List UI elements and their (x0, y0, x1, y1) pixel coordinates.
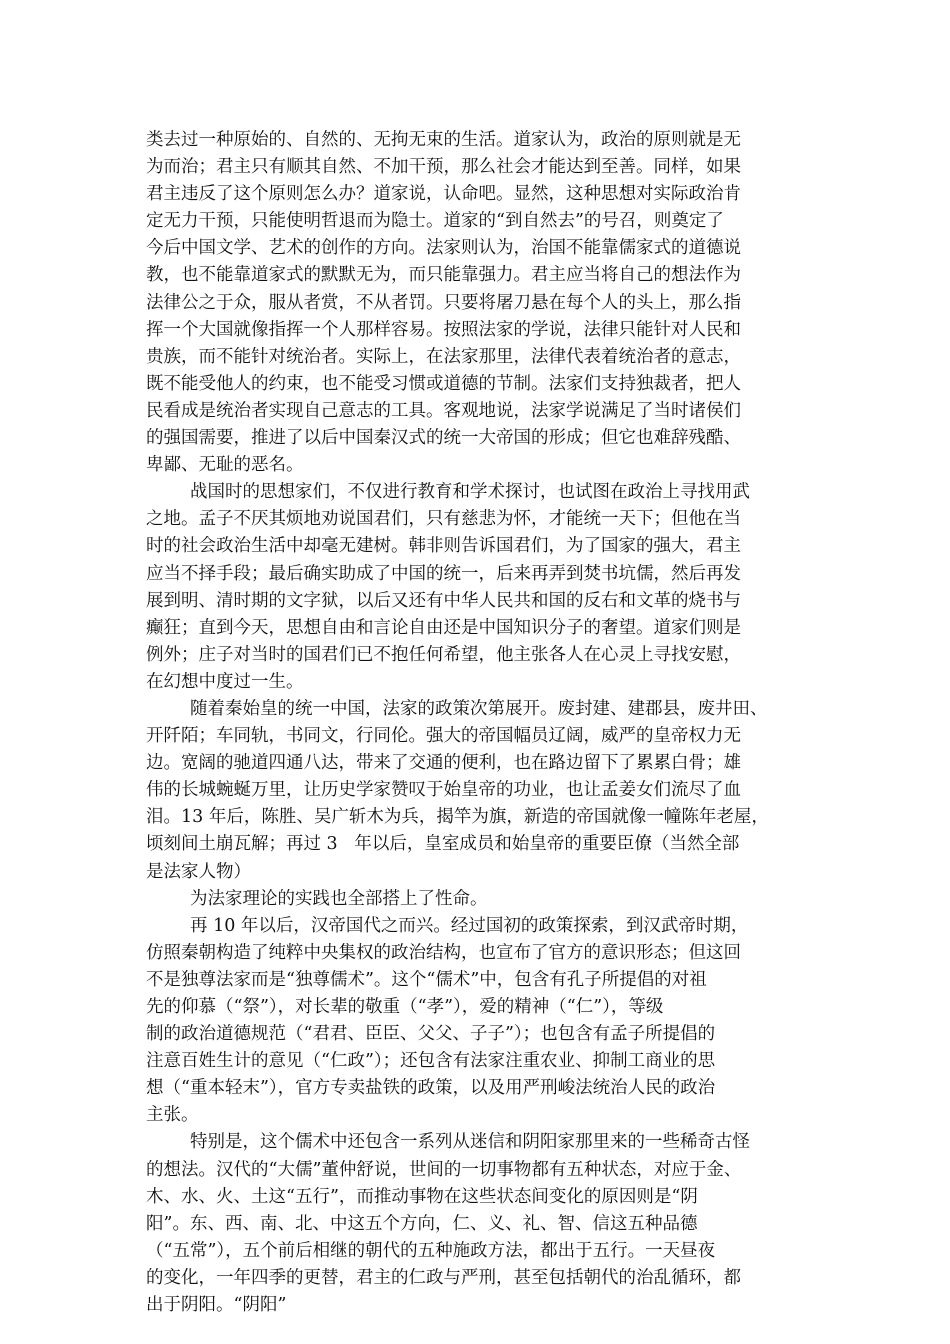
text-line: 边。宽阔的驰道四通八达，带来了交通的便利，也在路边留下了累累白骨；雄 (146, 753, 741, 774)
text-line: 癫狂；直到今天，思想自由和言论自由还是中国知识分子的奢望。道家们则是 (146, 617, 741, 638)
text-line: 再 10 年以后，汉帝国代之而兴。经过国初的政策探索，到汉武帝时期， (190, 915, 749, 936)
text-line: 之地。孟子不厌其烦地劝说国君们，只有慈悲为怀，才能统一天下；但他在当 (146, 509, 741, 530)
text-line: 顷刻间土崩瓦解；再过 3 年以后，皇室成员和始皇帝的重要臣僚（当然全部 (146, 834, 740, 855)
text-line: 展到明、清时期的文字狱，以后又还有中华人民共和国的反右和文革的烧书与 (146, 590, 741, 611)
paragraph (146, 886, 826, 913)
text-line: 的想法。汉代的“大儒”董仲舒说，世间的一切事物都有五种状态，对应于金、 (146, 1159, 742, 1180)
text-line: 定无力干预，只能使明哲退而为隐士。道家的“到自然去”的号召，则奠定了 (146, 211, 724, 232)
text-line: 想（“重本轻末”），官方专卖盐铁的政策，以及用严刑峻法统治人民的政治 (146, 1078, 716, 1099)
text-line: 民看成是统治者实现自己意志的工具。客观地说，法家学说满足了当时诸侯们 (146, 400, 741, 421)
text-line: 注意百姓生计的意见（“仁政”）；还包含有法家注重农业、抑制工商业的思 (146, 1051, 716, 1072)
text-line: 贵族，而不能针对统治者。实际上，在法家那里，法律代表着统治者的意志， (146, 346, 741, 367)
text-line: 应当不择手段；最后确实助成了中国的统一，后来再弄到焚书坑儒，然后再发 (146, 563, 741, 584)
text-line: 不是独尊法家而是“独尊儒术”。这个“儒术”中，包含有孔子所提倡的对祖 (146, 969, 707, 990)
paragraph (146, 696, 826, 886)
text-line: 泪。13 年后，陈胜、吴广斩木为兵，揭竿为旗，新造的帝国就像一幢陈年老屋， (146, 807, 769, 828)
paragraph (146, 127, 826, 479)
text-line: 开阡陌；车同轨，书同文，行同伦。强大的帝国幅员辽阔，威严的皇帝权力无 (146, 726, 741, 747)
text-line: 时的社会政治生活中却毫无建树。韩非则告诉国君们，为了国家的强大，君主 (146, 536, 741, 557)
text-line: 在幻想中度过一生。 (146, 671, 304, 692)
text-line: 的变化，一年四季的更替，君主的仁政与严刑，甚至包括朝代的治乱循环，都 (146, 1267, 741, 1288)
text-line: 教，也不能靠道家式的默默无为，而只能靠强力。君主应当将自己的想法作为 (146, 265, 741, 286)
paragraph (146, 479, 826, 696)
text-line: 今后中国文学、艺术的创作的方向。法家则认为，治国不能靠儒家式的道德说 (146, 238, 741, 259)
text-line: 挥一个大国就像指挥一个人那样容易。按照法家的学说，法律只能针对人民和 (146, 319, 741, 340)
text-line: 例外；庄子对当时的国君们已不抱任何希望，他主张各人在心灵上寻找安慰， (146, 644, 741, 665)
paragraph (146, 913, 826, 1130)
text-line: 特别是，这个儒术中还包含一系列从迷信和阴阳家那里来的一些稀奇古怪 (190, 1132, 750, 1153)
text-line: 木、水、火、土这“五行”，而推动事物在这些状态间变化的原因则是“阴 (146, 1186, 698, 1207)
text-line: 法律公之于众，服从者赏，不从者罚。只要将屠刀悬在每个人的头上，那么指 (146, 292, 741, 313)
text-line: 为法家理论的实践也全部搭上了性命。 (190, 888, 488, 909)
text-line: 主张。 (146, 1105, 199, 1126)
text-line: （“五常”），五个前后相继的朝代的五种施政方法，都出于五行。一天昼夜 (146, 1240, 716, 1261)
text-line: 卑鄙、无耻的恶名。 (146, 455, 304, 476)
text-line: 的强国需要，推进了以后中国秦汉式的统一大帝国的形成；但它也难辞残酷、 (146, 428, 741, 449)
text-line: 仿照秦朝构造了纯粹中央集权的政治结构，也宣布了官方的意识形态；但这回 (146, 942, 741, 963)
text-line: 先的仰慕（“祭”），对长辈的敬重（“孝”），爱的精神（“仁”），等级 (146, 997, 664, 1017)
text-line: 既不能受他人的约束，也不能受习惯或道德的节制。法家们支持独裁者，把人 (146, 373, 741, 394)
text-line: 类去过一种原始的、自然的、无拘无束的生活。道家认为，政治的原则就是无 (146, 130, 741, 150)
text-line: 是法家人物） (146, 861, 251, 882)
text-line: 随着秦始皇的统一中国，法家的政策次第展开。废封建、建郡县，废井田、 (190, 698, 768, 719)
text-line: 战国时的思想家们，不仅进行教育和学术探讨，也试图在政治上寻找用武 (190, 482, 750, 503)
text-line: 制的政治道德规范（“君君、臣臣、父父、子子”）；也包含有孟子所提倡的 (146, 1024, 716, 1045)
paragraph (146, 1129, 826, 1319)
text-line: 君主违反了这个原则怎么办？道家说，认命吧。显然，这种思想对实际政治肯 (146, 184, 741, 205)
text-line: 出于阴阳。“阴阳” (146, 1295, 287, 1316)
text-line: 为而治；君主只有顺其自然、不加干预，那么社会才能达到至善。同样，如果 (146, 157, 741, 178)
text-line: 伟的长城蜿蜒万里，让历史学家赞叹于始皇帝的功业，也让孟姜女们流尽了血 (146, 780, 741, 801)
document-body (146, 127, 826, 1319)
text-line: 阳”。东、西、南、北、中这五个方向，仁、义、礼、智、信这五种品德 (146, 1213, 698, 1234)
